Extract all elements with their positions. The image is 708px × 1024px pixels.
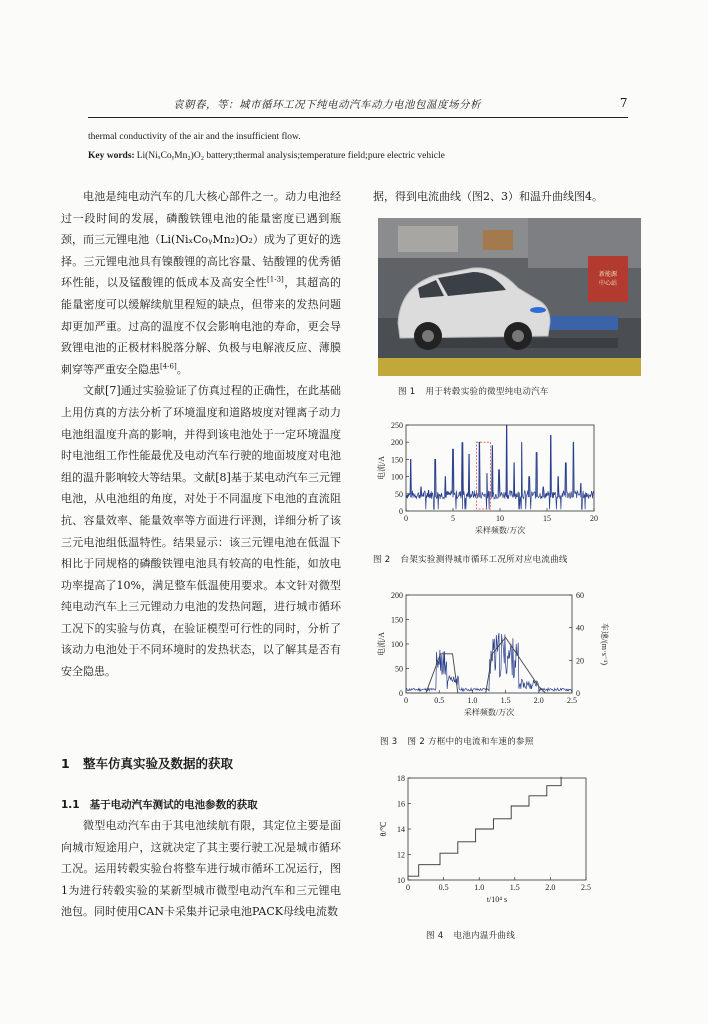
right-column — [373, 186, 643, 208]
section-title: 整车仿真实验及数据的获取 — [83, 756, 234, 771]
sign-text: 中心站 — [598, 281, 618, 287]
running-header — [88, 97, 628, 113]
page-number: 7 — [619, 96, 628, 110]
left-column — [61, 186, 341, 683]
citation: [4-6] — [160, 362, 177, 371]
x-axis-label: t/10⁴ s — [486, 895, 508, 904]
y-axis-label: θ/℃ — [379, 821, 388, 837]
keywords — [88, 151, 445, 161]
intro-paragraph-2: 文献[7]通过实验验证了仿真过程的正确性，在此基础上用仿真的方法分析了环境温度和道路坡度对锂离子动力电池组温度升高的影响，并得到该电池处于一定环境温度时电池组工作性能最优及电动汽车行驶的地面坡度对电池组的温升影响较大等结果。文献[8]基于某电动汽车三元锂电池，从电池组的角度，对处于不同温度下电池的直流阻抗、容量效率、能量效率等方面进行评测，详细分析了该三元电池组低温特性。结果显示：该三元锂电池在低温下相比于同规格的磷酸铁锂电池具有较高的电性能，如放电功率提高了10%，满足整车低温使用要求。本文针对微型纯电动汽车上三元锂动力电池的发热问题，进行城市循环工况下的实验与仿真，在验证模型可行性的同时，分析了该动力电池处于不同环境时的发热状态，以了解其是否有安全隐患。 — [61, 384, 341, 679]
running-title: 袁朝春，等：城市循环工况下纯电动汽车动力电池包温度场分析 — [173, 99, 481, 111]
y-tick-label: 50 — [395, 664, 403, 674]
figure-4-chart — [372, 770, 622, 920]
intro-p1-a: 电池是纯电动汽车的几大核心部件之一。动力电池经过一段时间的发展，磷酸铁锂电池的能量密度已遇到瓶颈，而三元锂电池（Li(NiₓCoᵧMn₂)O₂）成为了更好的选择。三元锂电池具有镍酸锂的高比容量、钴酸锂的优秀循环性能，以及锰酸锂的低成本及高安全性 — [61, 190, 341, 290]
subsection-title: 基于电动汽车测试的电池参数的获取 — [89, 799, 258, 811]
header-rule — [88, 117, 628, 118]
x-tick-label: 0.5 — [438, 883, 449, 892]
figure-label: 图 4 — [426, 931, 444, 941]
y-tick-label: 12 — [397, 850, 405, 860]
x-tick-label: 0 — [404, 514, 408, 523]
x-tick-label: 1.5 — [509, 883, 520, 892]
car-photo-illustration — [378, 218, 641, 376]
figure-2-caption — [373, 553, 568, 565]
x-tick-label: 2.5 — [581, 883, 591, 892]
y-tick-label: 200 — [391, 438, 403, 448]
x-axis-label: 采样频数/万次 — [463, 708, 515, 717]
y-tick-label: 0 — [399, 507, 403, 516]
x-tick-label: 2.5 — [567, 696, 577, 705]
x-tick-label: 1.0 — [474, 883, 485, 892]
figure-label: 图 3 — [380, 737, 398, 747]
x-tick-label: 2.0 — [545, 883, 556, 892]
y-tick-label: 200 — [391, 591, 403, 600]
y-axis-label: 电流/A — [377, 456, 386, 480]
left-column-section — [61, 815, 341, 923]
abstract-tail: thermal conductivity of the air and the insufficient flow. — [88, 132, 301, 142]
figure-caption-text: 电池内温升曲线 — [453, 931, 516, 941]
right-top-text: 据，得到电流曲线（图2、3）和温升曲线图4。 — [373, 190, 603, 203]
x-tick-label: 0 — [404, 696, 408, 705]
y2-tick-label: 60 — [576, 591, 584, 600]
y-tick-label: 100 — [391, 640, 403, 649]
y2-tick-label: 0 — [576, 689, 580, 698]
x-axis-label: 采样频数/万次 — [474, 526, 526, 535]
figure-3-caption — [380, 735, 534, 747]
x-tick-label: 1.0 — [467, 696, 478, 705]
subsection-heading — [61, 797, 258, 812]
x-tick-label: 1.5 — [500, 696, 511, 705]
figure-4-caption — [426, 929, 515, 941]
y-tick-label: 50 — [395, 489, 403, 499]
subsection-number: 1.1 — [61, 799, 80, 811]
y-tick-label: 150 — [391, 615, 403, 625]
y-tick-label: 0 — [399, 689, 403, 698]
section-number: 1 — [61, 756, 70, 771]
x-tick-label: 5 — [451, 514, 455, 523]
y-tick-label: 14 — [397, 825, 405, 834]
y2-axis-label: 车速/(m·s⁻¹) — [600, 622, 609, 666]
y-axis-label: 电流/A — [377, 632, 386, 656]
intro-p1-c: 。 — [176, 362, 188, 376]
current-series-line — [406, 633, 572, 691]
y2-tick-label: 40 — [576, 623, 584, 633]
temperature-series-line — [408, 777, 561, 877]
x-tick-label: 15 — [543, 514, 551, 523]
figure-1-photo — [378, 218, 641, 376]
sign-text: 新能源 — [598, 272, 618, 278]
x-tick-label: 10 — [496, 514, 504, 523]
keywords-text: Li(NiₓCoᵧMn₂)O₂ battery;thermal analysis;temperature field;pure electric vehicle — [136, 151, 445, 161]
y-tick-label: 150 — [391, 455, 403, 465]
y-tick-label: 250 — [391, 421, 403, 430]
figure-1-caption — [398, 385, 549, 397]
x-tick-label: 0.5 — [434, 696, 445, 705]
x-tick-label: 20 — [590, 514, 598, 523]
x-tick-label: 0 — [406, 883, 410, 892]
y-tick-label: 10 — [397, 876, 405, 885]
intro-p1-b: ，其超高的能量密度可以缓解续航里程短的缺点，但带来的发热问题却更加严重。过高的温度不仅会影响电池的寿命，更会导致锂电池的正极材料脱落分解、负极与电解液反应、薄膜刺穿等严重安全隐患 — [61, 276, 342, 376]
figure-caption-text: 图 2 方框中的电流和车速的参照 — [407, 737, 534, 747]
section-paragraph: 微型电动汽车由于其电池续航有限，其定位主要是面向城市短途用户，这就决定了其主要行驶工况是城市循环工况。运用转毂实验台将整车进行城市循环工况运行，图1为进行转毂实验的某新型城市微型电动汽车和三元锂电池包。同时使用CAN卡采集并记录电池PACK母线电流数 — [61, 819, 341, 919]
y2-tick-label: 20 — [576, 656, 584, 666]
section-heading — [61, 754, 233, 772]
y-tick-label: 16 — [397, 799, 405, 809]
figure-label: 图 2 — [373, 555, 391, 565]
x-tick-label: 2.0 — [533, 696, 544, 705]
keywords-label: Key words: — [88, 151, 135, 161]
figure-caption-text: 用于转毂实验的微型纯电动汽车 — [425, 387, 549, 397]
figure-caption-text: 台架实验测得城市循环工况所对应电流曲线 — [400, 555, 568, 565]
intro-paragraph-1 — [61, 186, 341, 380]
figure-3-chart — [372, 585, 622, 725]
figure-label: 图 1 — [398, 387, 416, 397]
citation: [1-3] — [267, 275, 284, 284]
y-tick-label: 18 — [397, 774, 405, 783]
y-tick-label: 100 — [391, 472, 403, 482]
figure-2-chart — [372, 415, 622, 540]
sign-board — [588, 256, 628, 302]
